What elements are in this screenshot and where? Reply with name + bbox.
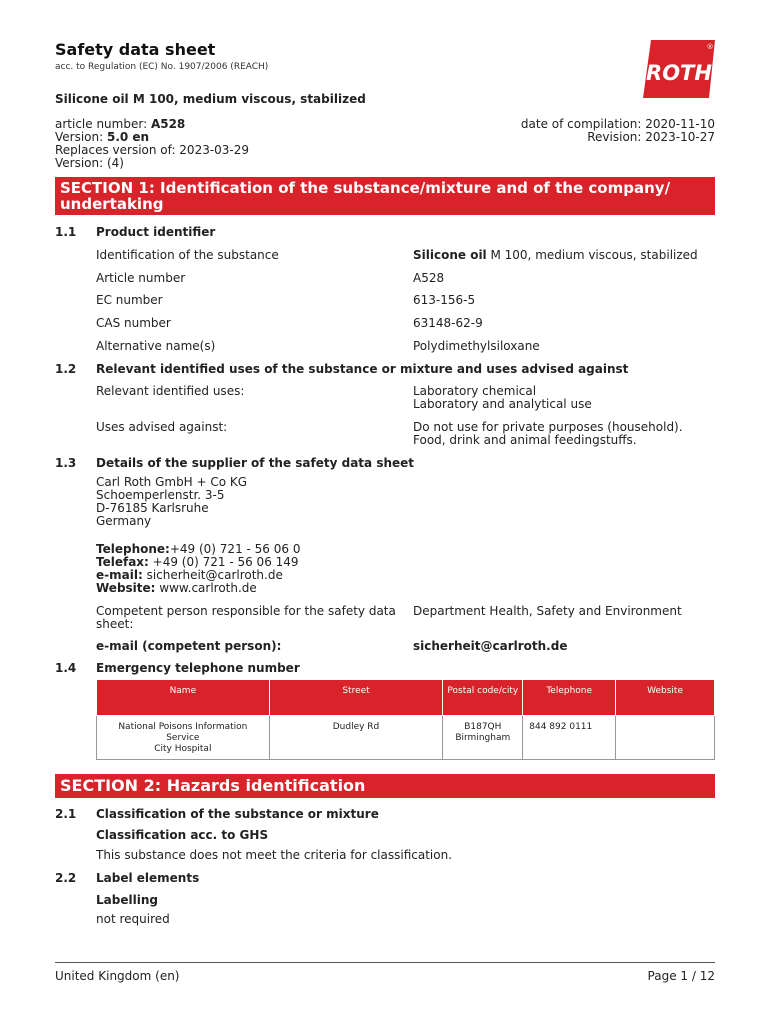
uses-advised-against-label: Uses advised against: xyxy=(96,420,228,434)
telefax-value: +49 (0) 721 - 56 06 149 xyxy=(148,555,299,569)
logo-registered-mark: ® xyxy=(706,43,714,51)
col-header-website: Website xyxy=(616,680,715,716)
subsection-1-4-number: 1.4 xyxy=(55,661,77,675)
col-header-telephone: Telephone xyxy=(523,680,616,716)
supplier-street: Schoemperlenstr. 3-5 xyxy=(96,488,225,502)
subsection-1-3-number: 1.3 xyxy=(55,456,77,470)
competent-email-link[interactable]: sicherheit@carlroth.de xyxy=(413,639,568,653)
cell-postal-city: Birmingham xyxy=(455,733,511,743)
competent-person-label-line1: Competent person responsible for the safety data xyxy=(96,604,396,618)
uses-advised-against-value xyxy=(413,421,683,447)
identified-use-2: Laboratory and analytical use xyxy=(413,397,592,411)
replaces-version: Replaces version of: 2023-03-29 xyxy=(55,143,250,157)
website-link[interactable]: www.carlroth.de xyxy=(155,581,257,595)
emergency-contacts-table xyxy=(96,679,715,760)
compilation-date: date of compilation: 2020-11-10 xyxy=(520,117,715,131)
alternative-names-label: Alternative name(s) xyxy=(96,339,216,353)
footer-divider xyxy=(55,962,715,963)
cell-name xyxy=(97,716,270,760)
article-number-row-label: Article number xyxy=(96,271,186,285)
section-1-header xyxy=(55,177,715,215)
cell-name-line2: Service xyxy=(166,733,200,743)
table-row xyxy=(97,716,715,760)
article-number-label: article number: xyxy=(55,117,151,131)
section-2-header: SECTION 2: Hazards identification xyxy=(55,774,715,798)
subsection-2-2-title: Label elements xyxy=(96,871,200,885)
ghs-classification-text: This substance does not meet the criteria for classification. xyxy=(96,848,453,862)
article-number-value: A528 xyxy=(150,117,186,131)
identified-use-1: Laboratory chemical xyxy=(413,384,537,398)
email-link[interactable]: sicherheit@carlroth.de xyxy=(142,568,283,582)
subsection-1-3-title: Details of the supplier of the safety data sheet xyxy=(96,456,415,470)
supplier-company: Carl Roth GmbH + Co KG xyxy=(96,475,248,489)
email-label: e-mail: xyxy=(96,568,143,582)
footer-country: United Kingdom (en) xyxy=(55,969,180,983)
article-number-row-value: A528 xyxy=(413,271,445,285)
subsection-2-1-number: 2.1 xyxy=(55,807,77,821)
col-header-postal: Postal code/city xyxy=(443,680,523,716)
supplier-city: D-76185 Karlsruhe xyxy=(96,501,209,515)
id-substance-value-rest: M 100, medium viscous, stabilized xyxy=(486,248,698,262)
identified-uses-label: Relevant identified uses: xyxy=(96,384,245,398)
cell-postal xyxy=(443,716,523,760)
id-substance-value xyxy=(413,249,698,262)
subsection-1-1-title: Product identifier xyxy=(96,225,216,239)
labelling-text: not required xyxy=(96,912,170,926)
ec-number-value: 613-156-5 xyxy=(413,293,476,307)
identified-uses-value xyxy=(413,385,592,411)
cas-number-value: 63148-62-9 xyxy=(413,316,483,330)
competent-person-value: Department Health, Safety and Environment xyxy=(413,604,682,618)
supplier-address xyxy=(96,476,247,528)
subsection-1-2-number: 1.2 xyxy=(55,362,77,376)
id-substance-value-bold: Silicone oil xyxy=(413,248,487,262)
website-label: Website: xyxy=(96,581,156,595)
cell-website xyxy=(616,716,715,760)
document-title: Safety data sheet xyxy=(55,40,216,59)
cas-number-label: CAS number xyxy=(96,316,171,330)
telefax-label: Telefax: xyxy=(96,555,149,569)
ghs-classification-title: Classification acc. to GHS xyxy=(96,828,269,842)
labelling-title: Labelling xyxy=(96,893,158,907)
col-header-name: Name xyxy=(97,680,270,716)
revision-date: Revision: 2023-10-27 xyxy=(587,130,715,144)
subsection-1-1-number: 1.1 xyxy=(55,225,77,239)
footer-page-number: Page 1 / 12 xyxy=(647,969,715,983)
cell-telephone: 844 892 0111 xyxy=(523,716,616,760)
version-value: 5.0 en xyxy=(106,130,150,144)
cell-name-line3: City Hospital xyxy=(154,744,212,754)
cell-street: Dudley Rd xyxy=(269,716,443,760)
competent-person-label-line2: sheet: xyxy=(96,617,134,631)
product-name: Silicone oil M 100, medium viscous, stabilized xyxy=(55,92,366,106)
telephone-label: Telephone: xyxy=(96,542,170,556)
col-header-street: Street xyxy=(269,680,443,716)
section-1-title-line1: SECTION 1: Identification of the substance/mixture and of the company/ xyxy=(60,179,671,197)
alternative-names-value: Polydimethylsiloxane xyxy=(413,339,540,353)
telephone-value: +49 (0) 721 - 56 06 0 xyxy=(169,542,301,556)
table-header-row xyxy=(97,680,715,716)
advised-against-1: Do not use for private purposes (household). xyxy=(413,420,683,434)
ec-number-label: EC number xyxy=(96,293,163,307)
advised-against-2: Food, drink and animal feedingstuffs. xyxy=(413,433,637,447)
subsection-1-4-title: Emergency telephone number xyxy=(96,661,300,675)
logo-text: ROTH xyxy=(646,61,712,85)
document-subtitle: acc. to Regulation (EC) No. 1907/2006 (REACH) xyxy=(55,62,269,72)
cell-name-line1: National Poisons Information xyxy=(118,722,248,732)
subsection-2-2-number: 2.2 xyxy=(55,871,77,885)
version-label: Version: xyxy=(55,130,107,144)
competent-email-label: e-mail (competent person): xyxy=(96,639,282,653)
id-substance-label: Identification of the substance xyxy=(96,248,279,262)
supplier-contact xyxy=(96,543,300,595)
document-meta-left xyxy=(55,118,249,170)
document-meta-right xyxy=(521,118,715,144)
section-1-title-line2: undertaking xyxy=(60,195,164,213)
roth-logo xyxy=(643,40,715,98)
subsection-1-2-title: Relevant identified uses of the substance or mixture and uses advised against xyxy=(96,362,629,376)
subsection-2-1-title: Classification of the substance or mixture xyxy=(96,807,379,821)
previous-version: Version: (4) xyxy=(55,156,124,170)
competent-person-label xyxy=(96,605,406,631)
cell-postal-code: B187QH xyxy=(464,722,502,732)
supplier-country: Germany xyxy=(96,514,152,528)
